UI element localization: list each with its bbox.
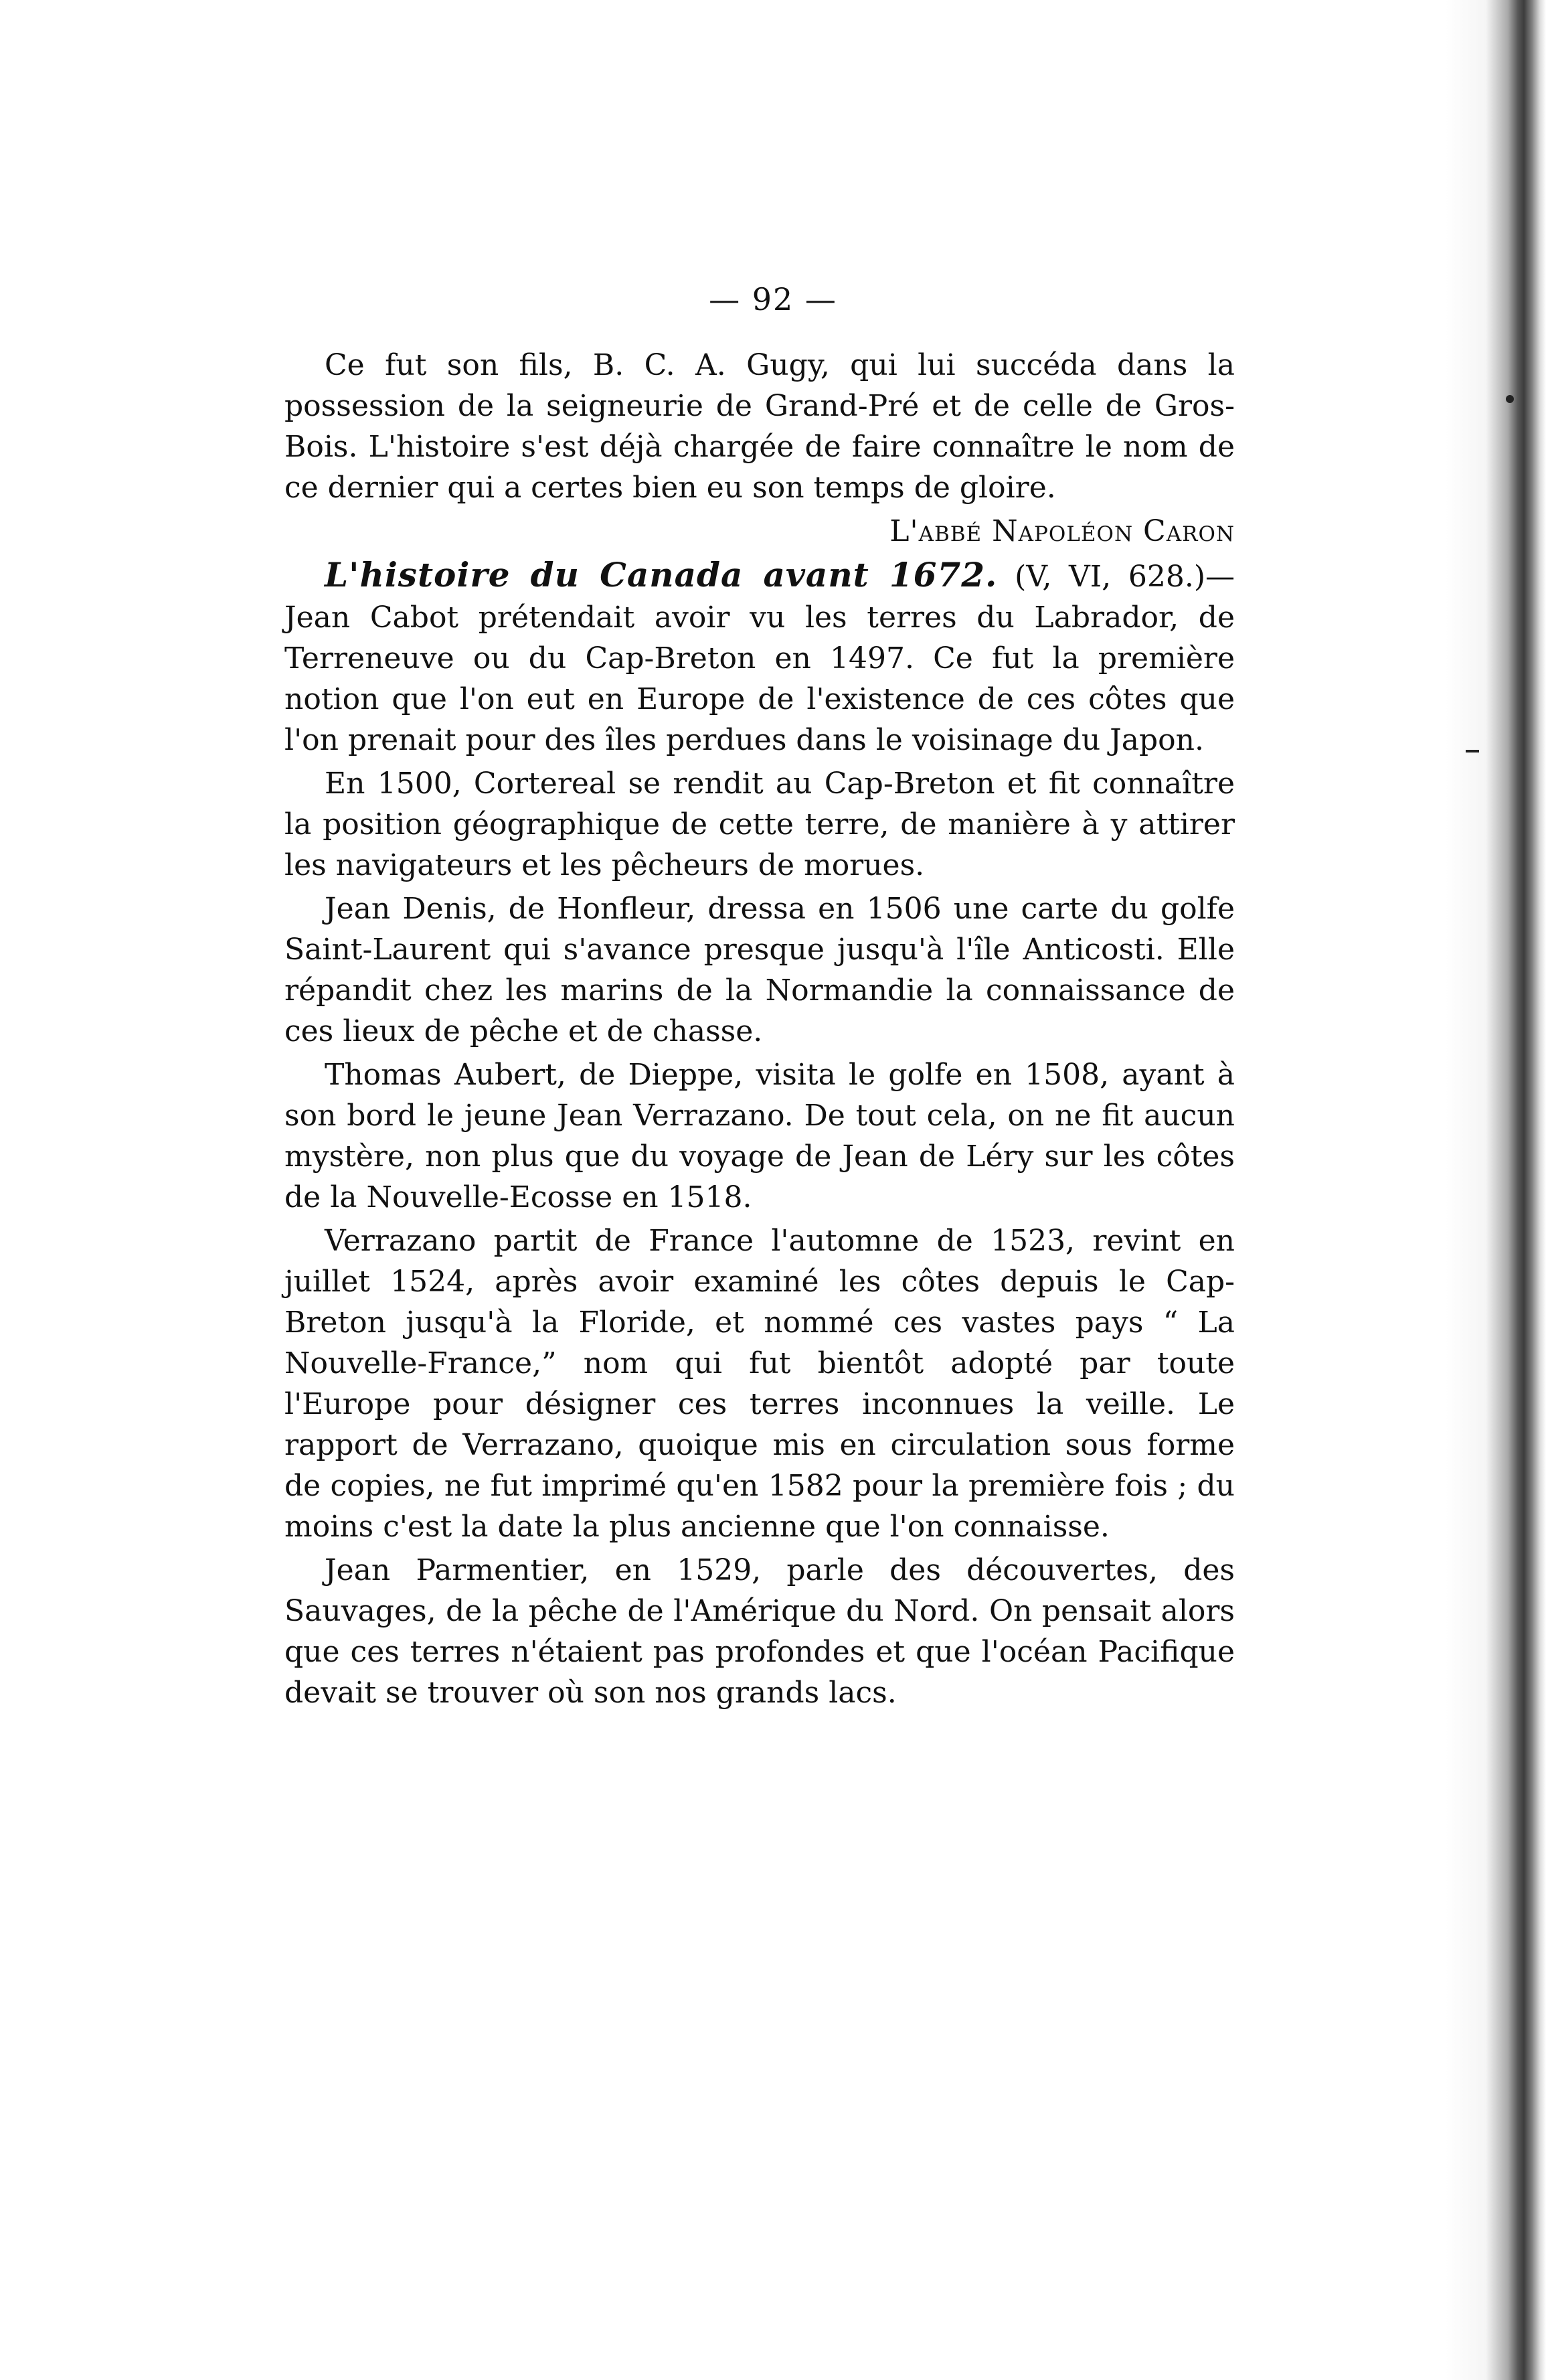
scanned-page-edge — [1446, 0, 1546, 2380]
text-column — [284, 345, 1235, 1716]
article-reference: (V, VI, 628.) — [997, 560, 1205, 594]
scan-speck — [1506, 395, 1514, 403]
article-heading: L'histoire du Canada avant 1672. — [325, 555, 998, 594]
paragraph-cabot-text: —Jean Cabot prétendait avoir vu les terres du Labrador, de Terreneuve ou du Cap-Breton en 1497. Ce fut la première notion que l'on eut en Europe de l'existence de ces côtes que l'on prenait pour des îles perdues dans le voisinage du Japon. — [284, 560, 1235, 757]
author-signature: L'abbé Napoléon Caron — [889, 514, 1235, 548]
paragraph-denis: Jean Denis, de Honfleur, dressa en 1506 une carte du golfe Saint-Laurent qui s'avance presque jusqu'à l'île Anticosti. Elle répandit chez les marins de la Normandie la connaissance de ces lieux de pêche et de chasse. — [284, 892, 1235, 1048]
paragraph-cabot — [284, 554, 1235, 761]
paragraph-verrazano: Verrazano partit de France l'automne de 1523, revint en juillet 1524, après avoir examiné les côtes depuis le Cap-Breton jusqu'à la Floride, et nommé ces vastes pays “ La Nouvelle-France,” nom qui fut bientôt adopté par toute l'Europe pour désigner ces terres inconnues la veille. Le rapport de Verrazano, quoique mis en circulation sous forme de copies, ne fut imprimé qu'en 1582 pour la première fois ; du moins c'est la date la plus ancienne que l'on connaisse. — [284, 1224, 1235, 1544]
paragraph-cortereal: En 1500, Cortereal se rendit au Cap-Breton et fit connaître la position géographique de cette terre, de manière à y attirer les navigateurs et les pêcheurs de morues. — [284, 767, 1235, 882]
paragraph-parmentier: Jean Parmentier, en 1529, parle des découvertes, des Sauvages, de la pêche de l'Amérique du Nord. On pensait alors que ces terres n'étaient pas profondes et que l'océan Pacifique devait se trouver où son nos grands lacs. — [284, 1553, 1235, 1710]
scan-speck — [1466, 750, 1479, 752]
paragraph-gugy: Ce fut son fils, B. C. A. Gugy, qui lui succéda dans la possession de la seigneurie de Grand-Pré et de celle de Gros-Bois. L'histoire s'est déjà chargée de faire connaître le nom de ce dernier qui a certes bien eu son temps de gloire. — [284, 348, 1235, 505]
paragraph-aubert: Thomas Aubert, de Dieppe, visita le golfe en 1508, ayant à son bord le jeune Jean Verrazano. De tout cela, on ne fit aucun mystère, non plus que du voyage de Jean de Léry sur les côtes de la Nouvelle-Ecosse en 1518. — [284, 1058, 1235, 1214]
page-number: — 92 — — [709, 281, 837, 317]
